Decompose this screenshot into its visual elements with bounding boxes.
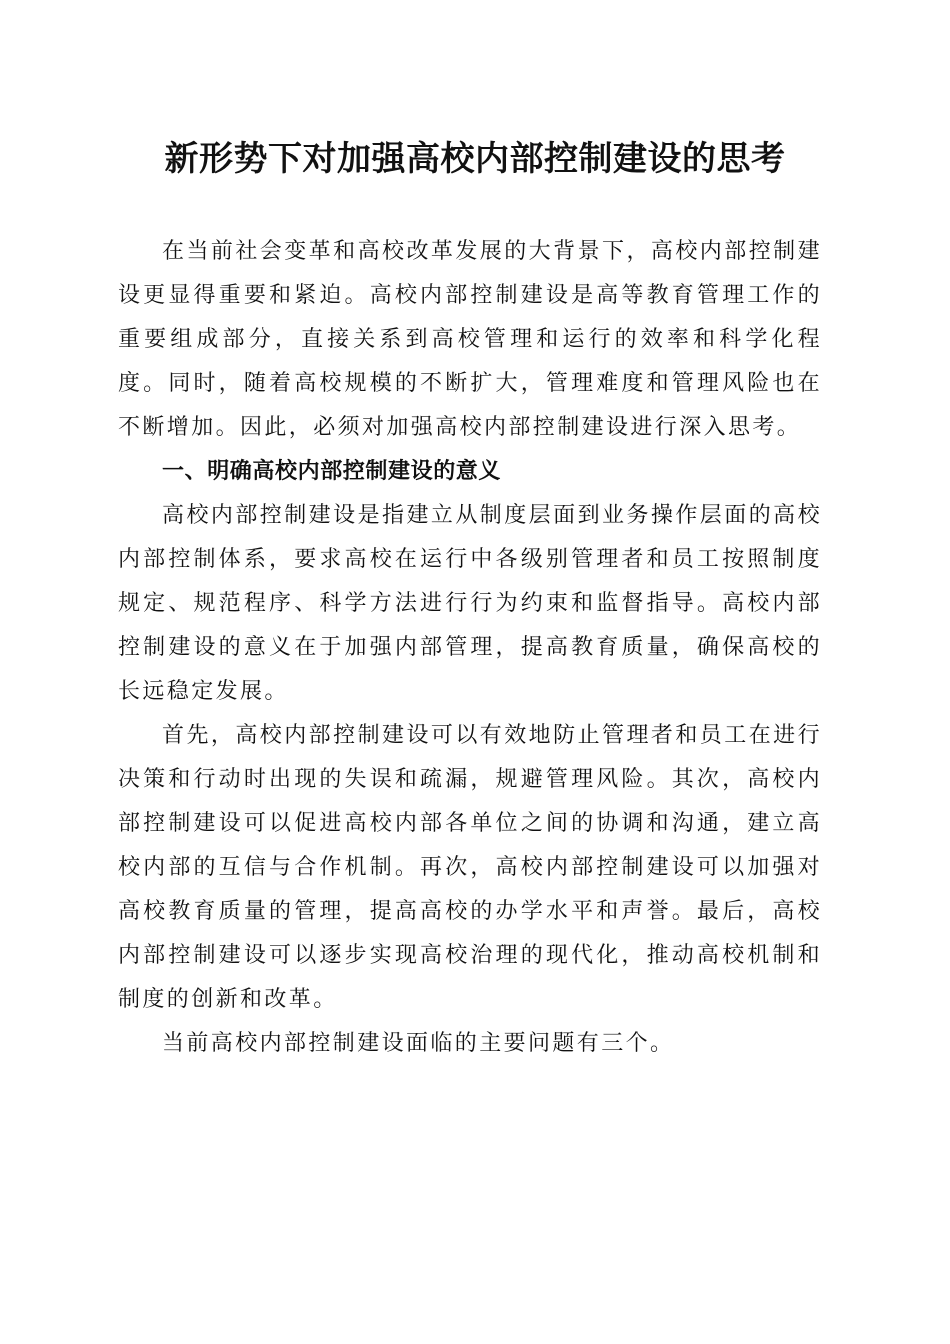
paragraph-benefits: 首先，高校内部控制建设可以有效地防止管理者和员工在进行决策和行动时出现的失误和疏漏，规避管理风险。其次，高校内部控制建设可以促进高校内部各单位之间的协调和沟通，建立高校内部的互信与合作机制。再次，高校内部控制建设可以加强对高校教育质量的管理，提高高校的办学水平和声誉。最后，高校内部控制建设可以逐步实现高校治理的现代化，推动高校机制和制度的创新和改革。 bbox=[118, 723, 822, 1012]
paragraph-problems-intro: 当前高校内部控制建设面临的主要问题有三个。 bbox=[162, 1031, 675, 1056]
paragraph-definition: 高校内部控制建设是指建立从制度层面到业务操作层面的高校内部控制体系，要求高校在运行中各级别管理者和员工按照制度规定、规范程序、科学方法进行行为约束和监督指导。高校内部控制建设的意义在于加强内部管理，提高教育质量，确保高校的长远稳定发展。 bbox=[118, 503, 822, 704]
paragraph-intro: 在当前社会变革和高校改革发展的大背景下，高校内部控制建设更显得重要和紧迫。高校内部控制建设是高等教育管理工作的重要组成部分，直接关系到高校管理和运行的效率和科学化程度。同时，随着高校规模的不断扩大，管理难度和管理风险也在不断增加。因此，必须对加强高校内部控制建设进行深入思考。 bbox=[118, 239, 822, 440]
document-body bbox=[118, 230, 822, 1066]
document-title: 新形势下对加强高校内部控制建设的思考 bbox=[164, 139, 786, 179]
section-heading-1: 一、明确高校内部控制建设的意义 bbox=[162, 459, 502, 484]
